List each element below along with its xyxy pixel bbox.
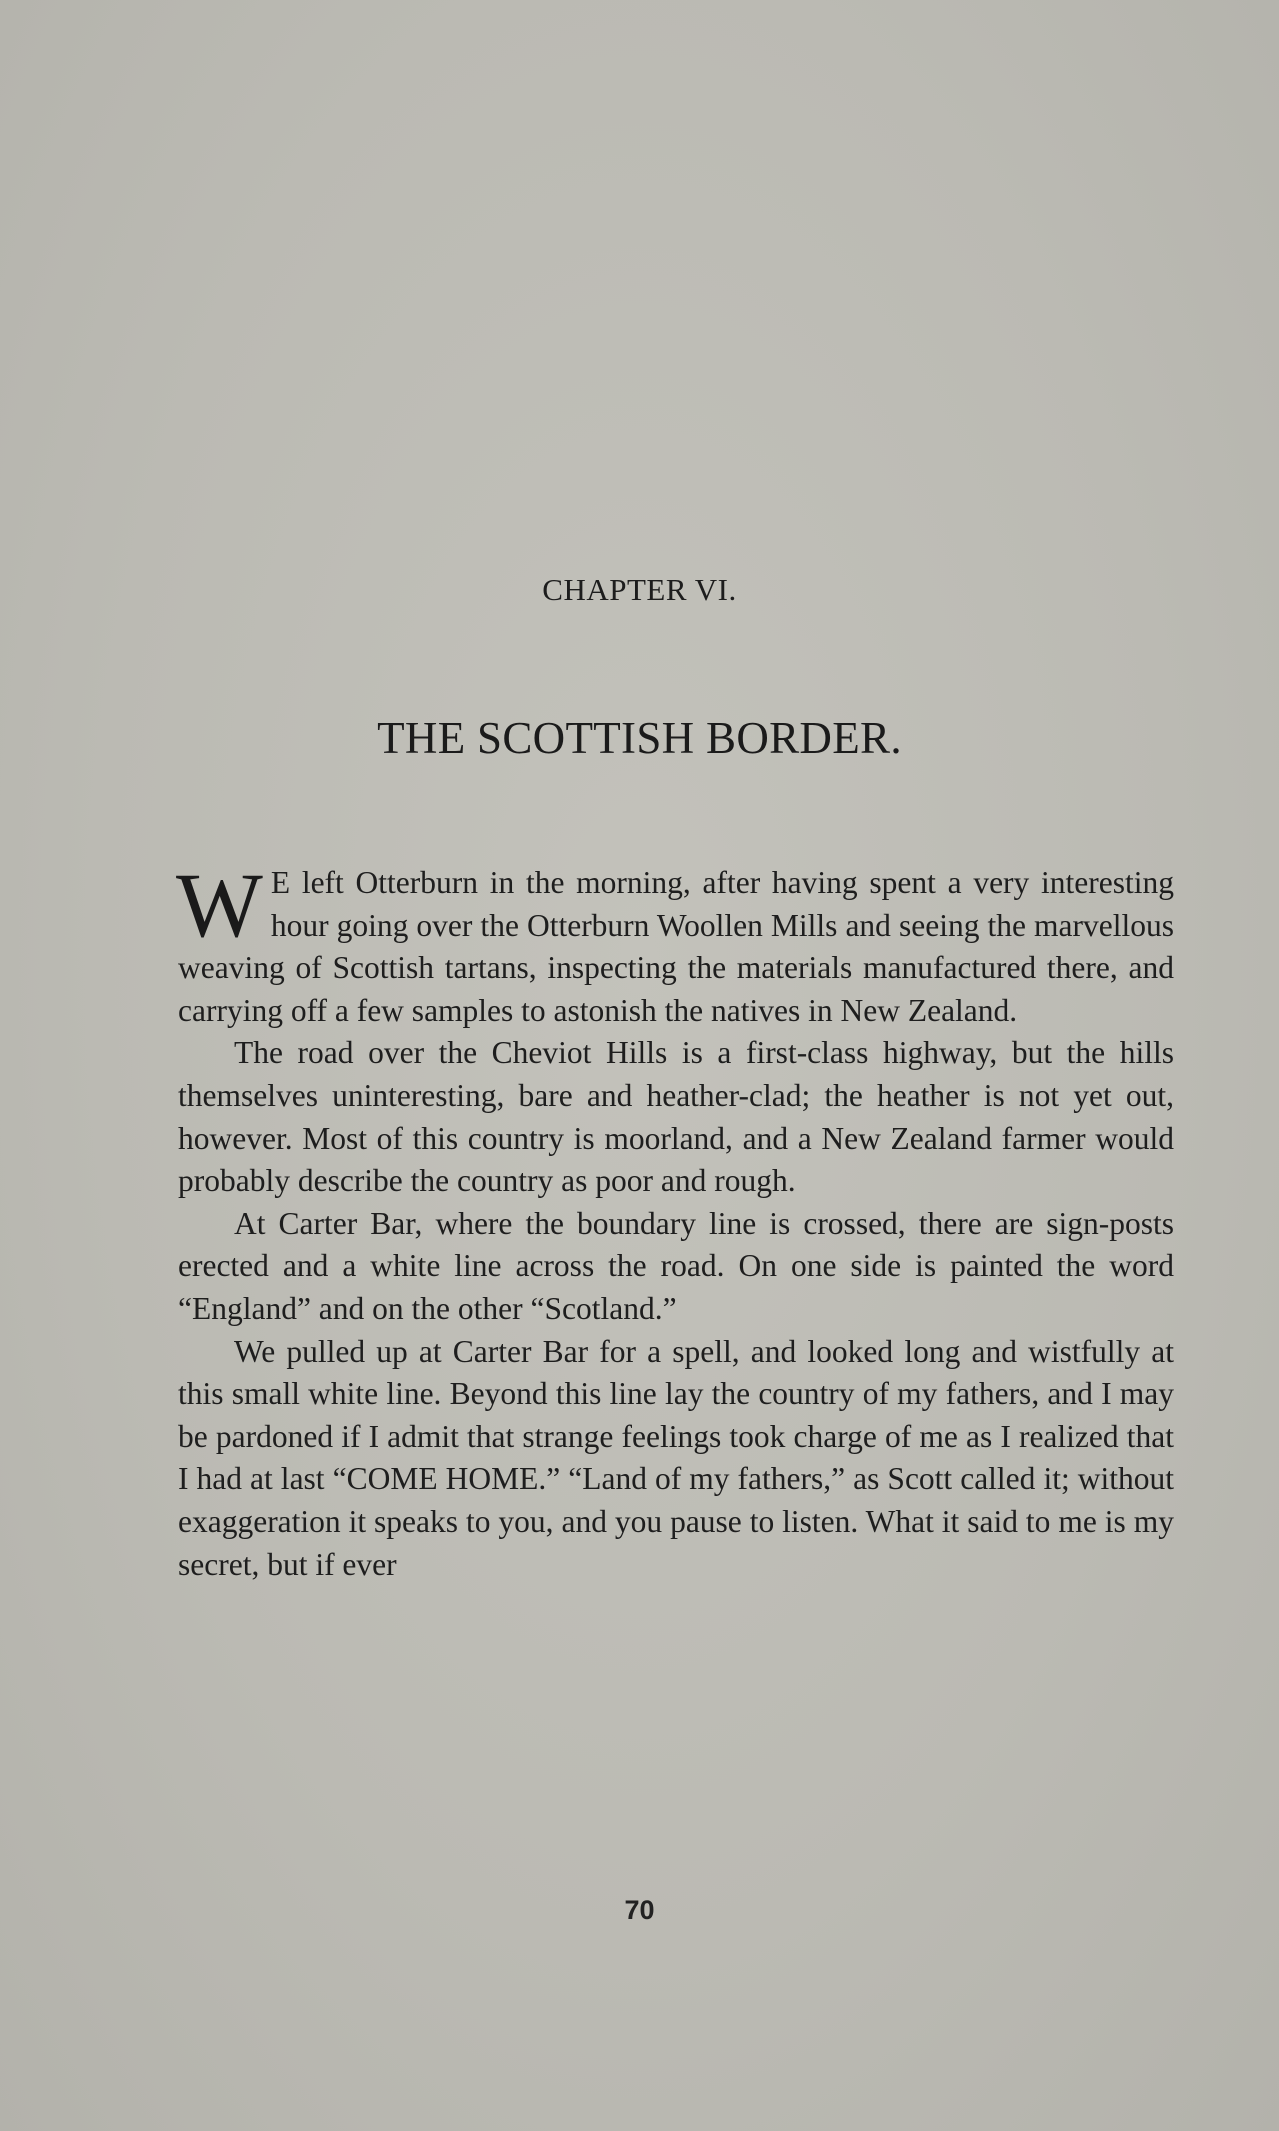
chapter-title: THE SCOTTISH BORDER.: [377, 713, 902, 763]
paragraph-3: At Carter Bar, where the boundary line is crossed, there are sign-posts erected and a white line across the road. On one side is painted the word “England” and on the other “Scotland.”: [178, 1205, 1174, 1326]
paragraph-4: We pulled up at Carter Bar for a spell, and looked long and wistfully at this small white line. Beyond this line lay the country of my fathers, and I may be pardoned if I admit that strange feelings took charge of me as I realized that I had at last “COME HOME.” “Land of my fathers,” as Scott called it; without exaggeration it speaks to you, and you pause to listen. What it said to me is my secret, but if ever: [178, 1333, 1174, 1582]
paragraph-2: The road over the Cheviot Hills is a first-class highway, but the hills themselves uninteresting, bare and heather-clad; the heather is not yet out, however. Most of this country is moorland, and a New Zealand farmer would probably describe the country as poor and rough.: [178, 1035, 1174, 1199]
chapter-number: CHAPTER VI.: [542, 572, 737, 607]
page-number: 70: [624, 1895, 655, 1925]
paragraph-1: [176, 854, 1174, 1032]
paragraph-1-text: E left Otterburn in the morning, after having spent a very interesting hour going over the Otterburn Woollen Mills and seeing the marvellous weaving of Scottish tartans, inspecting the materials manufactured there, and carrying off a few samples to astonish the natives in New Zealand.: [178, 865, 1174, 1028]
chapter-body: [176, 854, 1174, 1586]
drop-cap: W: [176, 854, 263, 956]
